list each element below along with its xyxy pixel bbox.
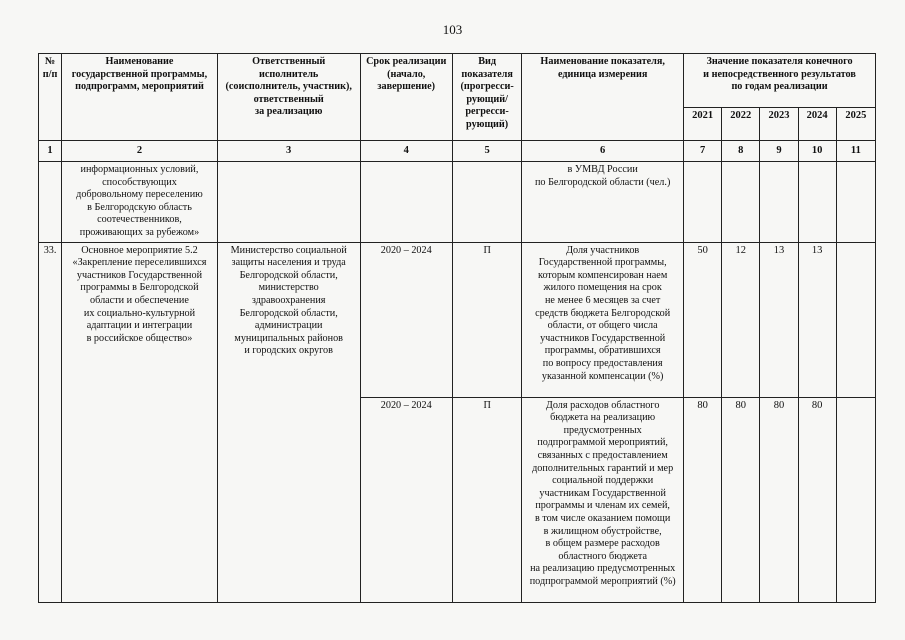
value-2022 [722,162,760,243]
table-row [39,162,876,243]
column-number: 2 [62,141,218,162]
header-indicator-type: Вид показателя (прогресси- рующий/ регресси- рующий) [452,54,521,141]
value-2021 [684,162,722,243]
value-2024 [798,162,836,243]
executor-cell: Министерство социальной защиты населения и труда Белгородской области, министерство здравоохранения Белгородской области, администрации муниципальных районов и городских округов [217,242,360,602]
header-values-group: Значение показателя конечного и непосредственного результатов по годам реализации [684,54,876,108]
value-2025 [836,242,875,397]
column-numbers-row [39,141,876,162]
year-2023: 2023 [760,108,798,141]
value-2025 [836,162,875,243]
header-program-name: Наименование государственной программы, подпрограмм, мероприятий [62,54,218,141]
type-cell: П [452,242,521,397]
row-number [39,162,62,243]
column-number: 1 [39,141,62,162]
row-number: 33. [39,242,62,602]
column-number: 11 [836,141,875,162]
indicator-cell: в УМВД России по Белгородской области (чел.) [522,162,684,243]
program-name-cell: информационных условий, способствующих добровольному переселению в Белгородскую область соотечественников, проживающих за рубежом» [62,162,218,243]
period-cell [360,162,452,243]
period-cell: 2020 – 2024 [360,242,452,397]
column-number: 4 [360,141,452,162]
value-2024: 13 [798,242,836,397]
value-2022: 80 [722,397,760,602]
column-number: 9 [760,141,798,162]
column-number: 6 [522,141,684,162]
header-executor: Ответственный исполнитель (соисполнитель, участник), ответственный за реализацию [217,54,360,141]
column-number: 3 [217,141,360,162]
value-2023: 80 [760,397,798,602]
table-row [39,242,876,397]
year-2022: 2022 [722,108,760,141]
type-cell: П [452,397,521,602]
value-2021: 50 [684,242,722,397]
header-indicator-name: Наименование показателя, единица измерения [522,54,684,141]
year-2021: 2021 [684,108,722,141]
year-2025: 2025 [836,108,875,141]
year-2024: 2024 [798,108,836,141]
value-2024: 80 [798,397,836,602]
value-2023: 13 [760,242,798,397]
indicator-cell: Доля участников Государственной программы, которым компенсирован наем жилого помещения на срок не менее 6 месяцев за счет средств бюджета Белгородской области, от общего числа участников Государственной программы, обратившихся по вопросу предоставления указанной компенсации (%) [522,242,684,397]
value-2022: 12 [722,242,760,397]
page-number: 103 [442,22,463,37]
executor-cell [217,162,360,243]
indicator-cell: Доля расходов областного бюджета на реализацию предусмотренных подпрограммой мероприятий, связанных с предоставлением дополнительных гарантий и мер социальной поддержки участникам Государственной программы и членам их семей, в том числе оказанием помощи в жилищном обустройстве, в общем размере расходов областного бюджета на реализацию предусмотренных подпрограммой мероприятий (%) [522,397,684,602]
header-period: Срок реализации (начало, завершение) [360,54,452,141]
column-number: 7 [684,141,722,162]
period-cell: 2020 – 2024 [360,397,452,602]
column-number: 10 [798,141,836,162]
column-number: 5 [452,141,521,162]
program-indicators-table [38,53,876,603]
value-2023 [760,162,798,243]
program-name-cell: Основное мероприятие 5.2 «Закрепление переселившихся участников Государственной программы в Белгородской области и обеспечение их социально-культурной адаптации и интеграции в российское общество» [62,242,218,602]
column-number: 8 [722,141,760,162]
type-cell [452,162,521,243]
header-number: № п/п [39,54,62,141]
value-2021: 80 [684,397,722,602]
value-2025 [836,397,875,602]
header-row [39,54,876,108]
